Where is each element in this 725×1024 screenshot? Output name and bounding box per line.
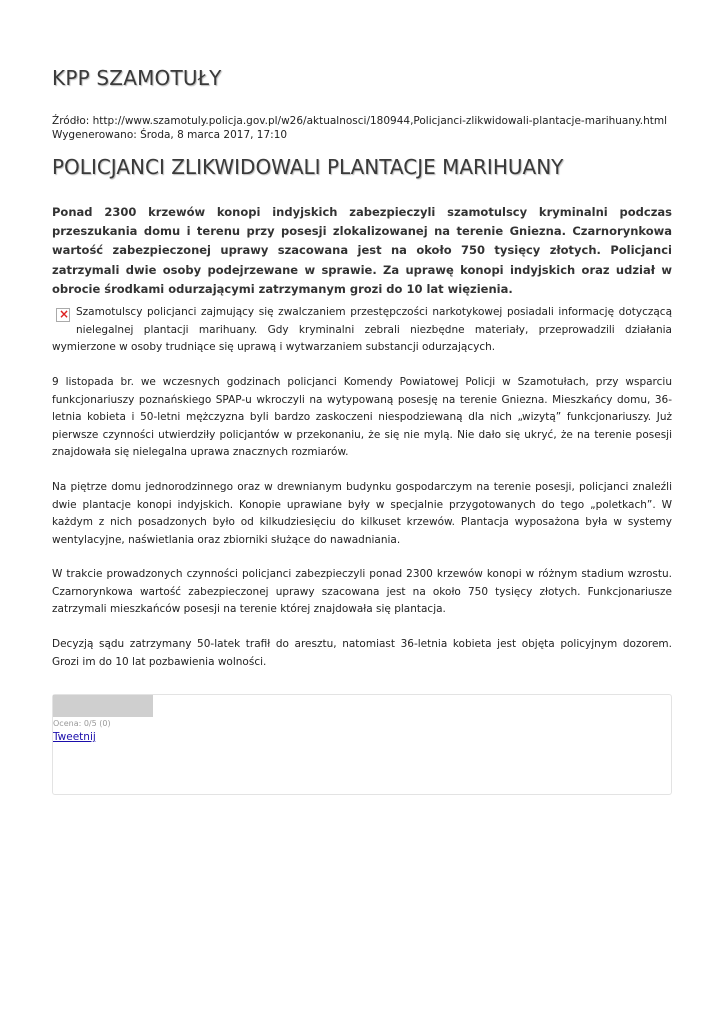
article-title: POLICJANCI ZLIKWIDOWALI PLANTACJE MARIHUANY — [52, 155, 564, 179]
rating-stars-bar[interactable] — [53, 695, 153, 717]
meta-info — [52, 114, 667, 142]
tweet-link[interactable]: Tweetnij — [53, 731, 96, 743]
paragraph: Na piętrze domu jednorodzinnego oraz w drewnianym budynku gospodarczym na terenie posesji, policjanci znaleźli dwie plantacje konopi indyjskich. Konopie uprawiane były w specjalnie przygotowanych do tego „poletkach”. W każdym z nich posadzonych było od kilkudziesięciu do kilkuset krzewów. Plantacja wyposażona była w systemy wentylacyjne, naświetlania oraz zbiorniki służące do nawadniania. — [52, 481, 672, 546]
paragraph: Decyzją sądu zatrzymany 50-latek trafił do aresztu, natomiast 36-letnia kobieta jest objęta policyjnym dozorem. Grozi im do 10 lat pozbawienia wolności. — [52, 638, 672, 668]
source-url: Źródło: http://www.szamotuly.policja.gov.pl/w26/aktualnosci/180944,Policjanci-zlikwidowali-plantacje-marihuany.html — [52, 115, 667, 127]
site-title: KPP SZAMOTUŁY — [52, 66, 222, 90]
rating-share-box — [52, 694, 672, 795]
paragraph: 9 listopada br. we wczesnych godzinach policjanci Komendy Powiatowej Policji w Szamotułach, przy wsparciu funkcjonariuszy poznańskiego SPAP-u wkroczyli na wytypowaną posesję na terenie Gniezna. Mieszkańcy domu, 36-letnia kobieta i 50-letni mężczyzna byli bardzo zaskoczeni niespodziewaną dla nich „wizytą” funkcjonariuszy. Już pierwsze czynności utwierdziły policjantów w przekonaniu, że się nie mylą. Nie dało się ukryć, że na terenie posesji znajdowała się nielegalna uprawa znacznych rozmiarów. — [52, 376, 672, 458]
article-lead: Ponad 2300 krzewów konopi indyjskich zabezpieczyli szamotulscy kryminalni podczas przeszukania domu i terenu przy posesji zlokalizowanej na terenie Gniezna. Czarnorynkowa wartość zabezpieczonej uprawy szacowana jest na około 750 tysięcy złotych. Policjanci zatrzymali dwie osoby podejrzewane w sprawie. Za uprawę konopi indyjskich oraz udział w obrocie środkami odurzającymi zatrzymanym grozi do 10 lat więzienia. — [52, 205, 672, 296]
paragraph: W trakcie prowadzonych czynności policjanci zabezpieczyli ponad 2300 krzewów konopi w różnym stadium wzrostu. Czarnorynkowa wartość zabezpieczonej uprawy szacowana jest na około 750 tysięcy złotych. Funkcjonariusze zatrzymali mieszkańców posesji na terenie której znajdowała się plantacja. — [52, 568, 672, 615]
paragraph — [52, 304, 672, 357]
broken-image-icon — [56, 308, 70, 322]
rating-text: Ocena: 0/5 (0) — [53, 719, 111, 728]
paragraph-text: Szamotulscy policjanci zajmujący się zwalczaniem przestępczości narkotykowej posiadali informację dotyczącą nielegalnej plantacji marihuany. Gdy kryminalni zebrali niezbędne materiały, przeprowadzili działania wymierzone w osoby trudniące się uprawą i wytwarzaniem substancji odurzających. — [52, 306, 672, 353]
generated-date: Wygenerowano: Środa, 8 marca 2017, 17:10 — [52, 129, 288, 141]
